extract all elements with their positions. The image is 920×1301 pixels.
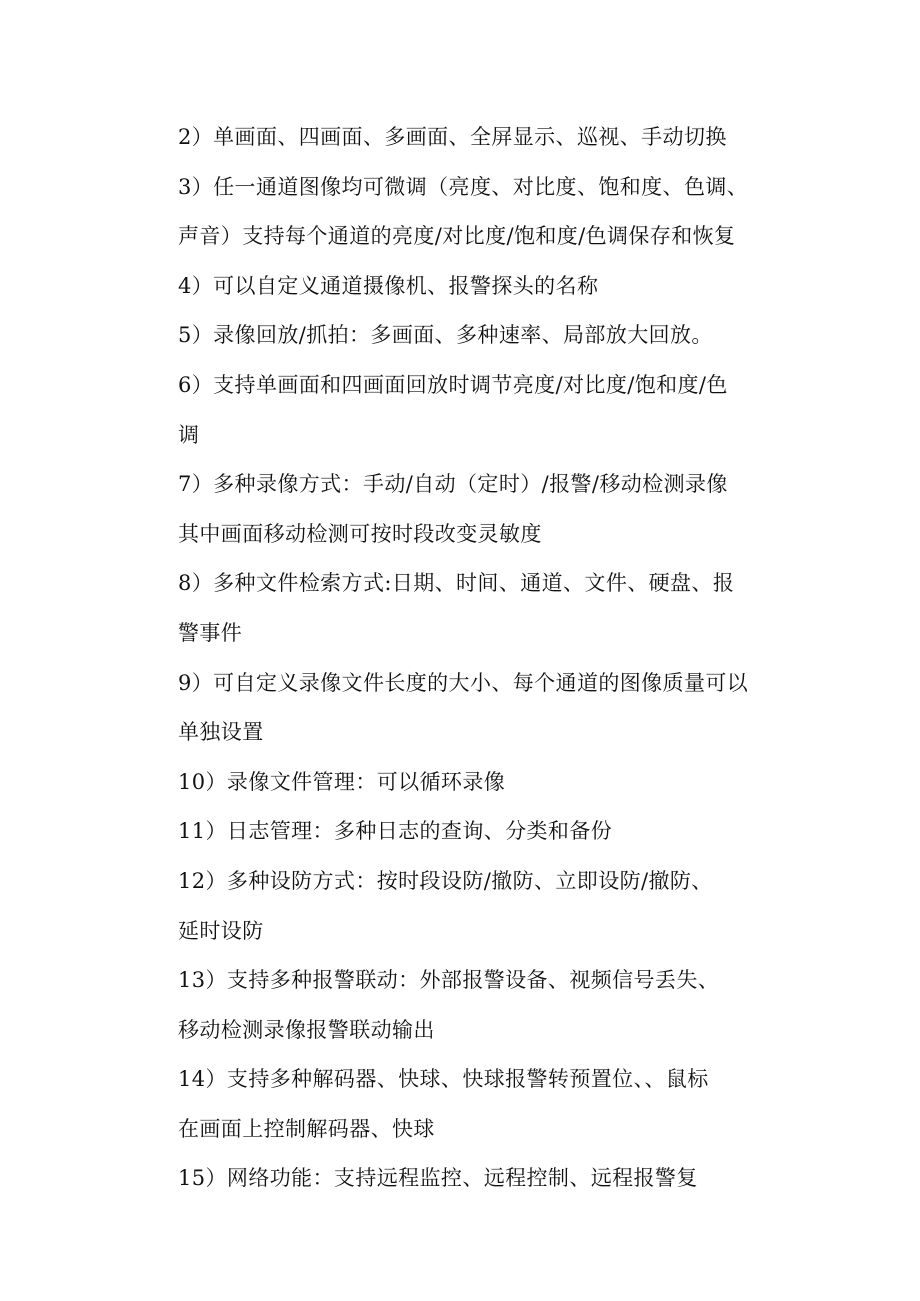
text-line: 调 (178, 422, 200, 447)
text-line: 5）录像回放/抓拍：多画面、多种速率、局部放大回放。 (178, 323, 713, 348)
text-line: 2）单画面、四画面、多画面、全屏显示、巡视、手动切换 (178, 125, 727, 149)
text-line: 7）多种录像方式：手动/自动（定时）/报警/移动检测录像 (178, 472, 728, 497)
text-line: 单独设置 (178, 720, 264, 745)
text-line: 声音）支持每个通道的亮度/对比度/饱和度/色调保存和恢复 (178, 224, 736, 249)
text-line: 其中画面移动检测可按时段改变灵敏度 (178, 521, 542, 546)
text-line: 4）可以自定义通道摄像机、报警探头的名称 (178, 273, 599, 298)
text-line: 延时设防 (178, 918, 264, 943)
text-line: 9）可自定义录像文件长度的大小、每个通道的图像质量可以 (178, 670, 749, 695)
text-line: 10）录像文件管理：可以循环录像 (178, 769, 506, 794)
text-line: 14）支持多种解码器、快球、快球报警转预置位、、鼠标 (178, 1067, 709, 1092)
text-line: 12）多种设防方式：按时段设防/撤防、立即设防/撤防、 (178, 868, 713, 893)
text-line: 8）多种文件检索方式:日期、时间、通道、文件、硬盘、报 (178, 571, 735, 596)
text-line: 在画面上控制解码器、快球 (178, 1116, 435, 1141)
text-line: 移动检测录像报警联动输出 (178, 1017, 435, 1042)
text-line: 11）日志管理：多种日志的查询、分类和备份 (178, 819, 613, 844)
text-line: 13）支持多种报警联动：外部报警设备、视频信号丢失、 (178, 968, 720, 993)
text-line: 3）任一通道图像均可微调（亮度、对比度、饱和度、色调、 (178, 174, 749, 199)
text-line: 15）网络功能：支持远程监控、远程控制、远程报警复 (178, 1166, 698, 1191)
text-line: 6）支持单画面和四画面回放时调节亮度/对比度/饱和度/色 (178, 372, 728, 397)
text-line: 警事件 (178, 620, 243, 645)
feature-list (178, 117, 818, 1208)
